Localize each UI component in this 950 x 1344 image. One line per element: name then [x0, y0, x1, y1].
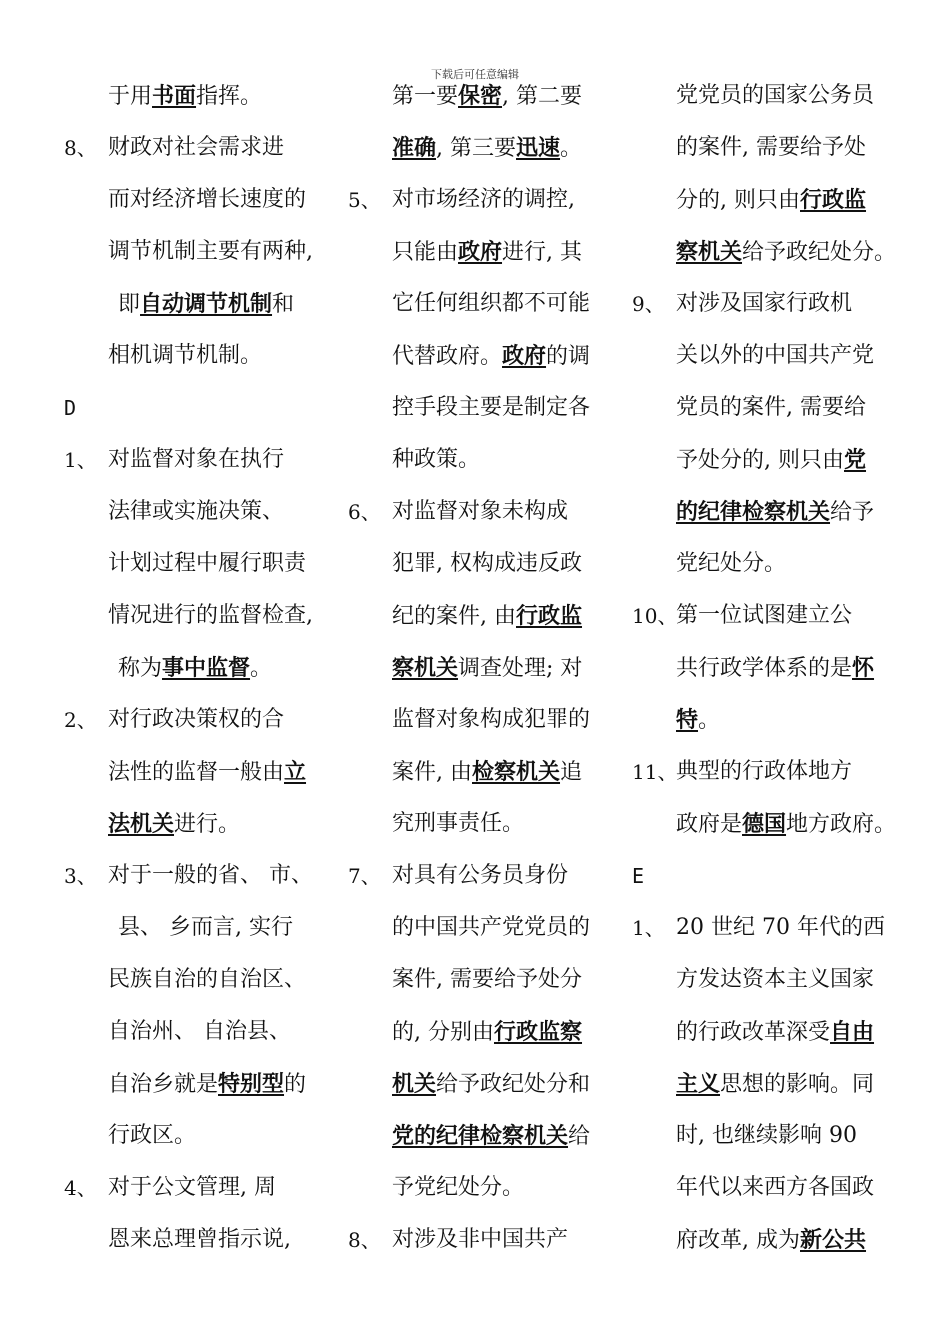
answer-keyword: 察机关: [392, 655, 459, 681]
text-segment: 它任何组织都不可能: [392, 291, 591, 316]
text-line: [64, 278, 364, 330]
text-line: [64, 70, 364, 122]
text-line: [64, 1110, 364, 1162]
text-line: [348, 330, 648, 382]
text-segment: 党员的案件, 需要给: [676, 395, 866, 420]
text-line: [348, 850, 648, 902]
text-segment: 的调: [546, 344, 591, 369]
text-segment: 共行政学体系的是: [676, 656, 853, 681]
answer-keyword: 新公共: [800, 1227, 867, 1253]
answer-keyword: 特: [676, 707, 699, 733]
text-line: [64, 902, 364, 954]
text-line: [348, 382, 648, 434]
text-segment: 自治乡就是: [108, 1072, 219, 1097]
answer-keyword: 的纪律检察机关: [676, 499, 831, 525]
text-line: [632, 382, 932, 434]
text-line: [632, 1110, 932, 1162]
text-segment: 关以外的中国共产党: [676, 343, 875, 368]
text-segment: 20 世纪 70 年代的西: [676, 915, 885, 940]
section-heading: D: [64, 396, 77, 420]
answer-keyword: 政府: [458, 239, 503, 265]
text-segment: 党党员的国家公务员: [676, 83, 875, 108]
item-number: 10、: [632, 604, 678, 628]
answer-keyword: 自由: [830, 1019, 875, 1045]
text-segment: 。: [250, 656, 273, 681]
text-segment: 。: [560, 136, 583, 161]
text-line: [632, 486, 932, 538]
text-line: [64, 642, 364, 694]
text-segment: 给予政纪处分。: [742, 240, 897, 265]
text-line: [632, 590, 932, 642]
text-segment: 进行。: [174, 812, 241, 837]
text-line: [348, 122, 648, 174]
text-segment: 对行政决策权的合: [108, 707, 285, 732]
answer-keyword: 党: [844, 447, 867, 473]
text-segment: 究刑事责任。: [392, 811, 525, 836]
text-line: [64, 746, 364, 798]
text-line: [632, 330, 932, 382]
text-segment: 计划过程中履行职责: [108, 551, 307, 576]
answer-keyword: 保密: [458, 83, 503, 109]
text-line: [632, 1162, 932, 1214]
text-line: [632, 798, 932, 850]
text-segment: 纪的案件, 由: [392, 604, 516, 629]
text-line: [348, 70, 648, 122]
text-line: [632, 70, 932, 122]
item-number: 4、: [64, 1176, 97, 1200]
text-segment: 进行, 其: [502, 240, 583, 265]
answer-keyword: 德国: [742, 811, 787, 837]
item-number: 7、: [348, 864, 381, 888]
text-segment: 犯罪, 权构成违反政: [392, 551, 582, 576]
text-line: [632, 122, 932, 174]
text-segment: 予党纪处分。: [392, 1175, 525, 1200]
text-line: [632, 746, 932, 798]
text-line: [632, 1058, 932, 1110]
text-line: [632, 954, 932, 1006]
text-segment: 地方政府。: [786, 812, 897, 837]
text-segment: 相机调节机制。: [108, 343, 263, 368]
text-line: [348, 902, 648, 954]
text-line: [348, 590, 648, 642]
text-segment: 的, 分别由: [392, 1020, 494, 1045]
text-segment: 财政对社会需求进: [108, 135, 285, 160]
text-line: [348, 746, 648, 798]
text-segment: 追: [560, 760, 583, 785]
text-segment: 县、 乡而言, 实行: [118, 915, 293, 940]
text-segment: 对于公文管理, 周: [108, 1175, 276, 1200]
text-line: [348, 954, 648, 1006]
text-segment: 对具有公务员身份: [392, 863, 569, 888]
answer-keyword: 事中监督: [162, 655, 251, 681]
text-segment: 的案件, 需要给予处: [676, 135, 866, 160]
text-line: [348, 486, 648, 538]
text-segment: 只能由: [392, 240, 459, 265]
text-segment: 给予政纪处分和: [436, 1072, 591, 1097]
text-line: [64, 850, 364, 902]
text-segment: 案件, 由: [392, 760, 472, 785]
text-segment: 自治州、 自治县、: [108, 1019, 291, 1044]
answer-keyword: 法机关: [108, 811, 175, 837]
item-number: 5、: [348, 188, 381, 212]
text-line: [348, 434, 648, 486]
text-segment: 的: [284, 1072, 307, 1097]
answer-keyword: 党的纪律检察机关: [392, 1123, 569, 1149]
text-segment: 给予: [830, 500, 875, 525]
text-line: [64, 590, 364, 642]
text-line: [632, 1214, 932, 1266]
item-number: 1、: [632, 916, 665, 940]
text-segment: 监督对象构成犯罪的: [392, 707, 591, 732]
text-segment: 第一要: [392, 84, 459, 109]
text-segment: , 第三要: [436, 136, 517, 161]
item-number: 11、: [632, 760, 678, 784]
answer-keyword: 迅速: [516, 135, 561, 161]
text-line: [64, 434, 364, 486]
text-segment: 行政区。: [108, 1123, 197, 1148]
text-line: [348, 278, 648, 330]
text-segment: 第一位试图建立公: [676, 603, 853, 628]
text-segment: 即: [118, 292, 141, 317]
text-line: [64, 1058, 364, 1110]
text-segment: 称为: [118, 656, 163, 681]
text-segment: 调节机制主要有两种,: [108, 239, 313, 264]
text-segment: 分的, 则只由: [676, 188, 800, 213]
text-segment: , 第二要: [502, 84, 583, 109]
text-line: [348, 174, 648, 226]
text-segment: 情况进行的监督检查,: [108, 603, 313, 628]
text-segment: 对涉及国家行政机: [676, 291, 853, 316]
answer-keyword: 行政监: [516, 603, 583, 629]
text-segment: 给: [568, 1124, 591, 1149]
item-number: 1、: [64, 448, 97, 472]
text-line: [348, 694, 648, 746]
text-segment: 法律或实施决策、: [108, 499, 285, 524]
text-segment: 案件, 需要给予处分: [392, 967, 582, 992]
text-line: [64, 1162, 364, 1214]
text-line: [632, 694, 932, 746]
answer-keyword: 书面: [152, 83, 197, 109]
text-line: [64, 1006, 364, 1058]
text-line: [64, 798, 364, 850]
item-number: 8、: [348, 1228, 381, 1252]
text-segment: 思想的影响。同: [720, 1072, 875, 1097]
text-segment: 时, 也继续影响 90: [676, 1123, 857, 1148]
text-line: [64, 538, 364, 590]
text-line: [348, 1162, 648, 1214]
text-segment: 典型的行政体地方: [676, 759, 853, 784]
text-line: [348, 798, 648, 850]
text-line: [632, 174, 932, 226]
answer-keyword: 特别型: [218, 1071, 285, 1097]
text-line: [632, 278, 932, 330]
answer-keyword: 主义: [676, 1071, 721, 1097]
answer-keyword: 行政监: [800, 187, 867, 213]
text-segment: 对涉及非中国共产: [392, 1227, 569, 1252]
item-number: 9、: [632, 292, 665, 316]
text-segment: 而对经济增长速度的: [108, 187, 307, 212]
text-line: [632, 434, 932, 486]
text-column-3: [632, 70, 932, 1266]
text-line: [64, 1214, 364, 1266]
text-line: [64, 122, 364, 174]
answer-keyword: 政府: [502, 343, 547, 369]
answer-keyword: 准确: [392, 135, 437, 161]
item-number: 6、: [348, 500, 381, 524]
text-segment: 的中国共产党党员的: [392, 915, 591, 940]
text-line: [348, 1110, 648, 1162]
text-segment: 调查处理; 对: [458, 656, 583, 681]
text-segment: 控手段主要是制定各: [392, 395, 591, 420]
text-line: [64, 174, 364, 226]
text-line: [64, 330, 364, 382]
text-line: [64, 954, 364, 1006]
answer-keyword: 自动调节机制: [140, 291, 273, 317]
text-segment: 对监督对象未构成: [392, 499, 569, 524]
text-segment: 对于一般的省、 市、: [108, 863, 313, 888]
text-segment: 恩来总理曾指示说,: [108, 1227, 291, 1252]
answer-keyword: 立: [284, 759, 307, 785]
text-line: [632, 902, 932, 954]
text-segment: 府改革, 成为: [676, 1228, 800, 1253]
section-heading: E: [632, 864, 645, 888]
text-segment: 指挥。: [196, 84, 263, 109]
text-segment: 和: [272, 292, 295, 317]
text-segment: 对市场经济的调控,: [392, 187, 575, 212]
text-line: [632, 642, 932, 694]
text-segment: 政府是: [676, 812, 743, 837]
text-segment: 法性的监督一般由: [108, 760, 285, 785]
text-line: [64, 486, 364, 538]
text-segment: 对监督对象在执行: [108, 447, 285, 472]
text-segment: 年代以来西方各国政: [676, 1175, 875, 1200]
text-column-2: [348, 70, 648, 1266]
text-segment: 于用: [108, 84, 153, 109]
text-line: [348, 538, 648, 590]
text-line: [632, 1006, 932, 1058]
text-line: [632, 538, 932, 590]
text-column-1: [64, 70, 364, 1266]
item-number: 8、: [64, 136, 97, 160]
text-line: [348, 642, 648, 694]
answer-keyword: 机关: [392, 1071, 437, 1097]
text-segment: 民族自治的自治区、: [108, 967, 307, 992]
answer-keyword: 行政监察: [494, 1019, 583, 1045]
text-line: [632, 226, 932, 278]
text-line: [348, 226, 648, 278]
text-line: [348, 1006, 648, 1058]
item-number: 2、: [64, 708, 97, 732]
text-segment: 。: [698, 708, 721, 733]
answer-keyword: 怀: [852, 655, 875, 681]
text-segment: 予处分的, 则只由: [676, 448, 844, 473]
text-segment: 种政策。: [392, 447, 481, 472]
text-line: [64, 694, 364, 746]
item-number: 3、: [64, 864, 97, 888]
text-line: [348, 1214, 648, 1266]
answer-keyword: 检察机关: [472, 759, 561, 785]
text-line: [64, 226, 364, 278]
text-segment: 的行政改革深受: [676, 1020, 831, 1045]
text-segment: 方发达资本主义国家: [676, 967, 875, 992]
answer-keyword: 察机关: [676, 239, 743, 265]
text-line: [348, 1058, 648, 1110]
text-segment: 代替政府。: [392, 344, 503, 369]
page-header: 下载后可任意编辑: [431, 68, 519, 81]
text-segment: 党纪处分。: [676, 551, 787, 576]
